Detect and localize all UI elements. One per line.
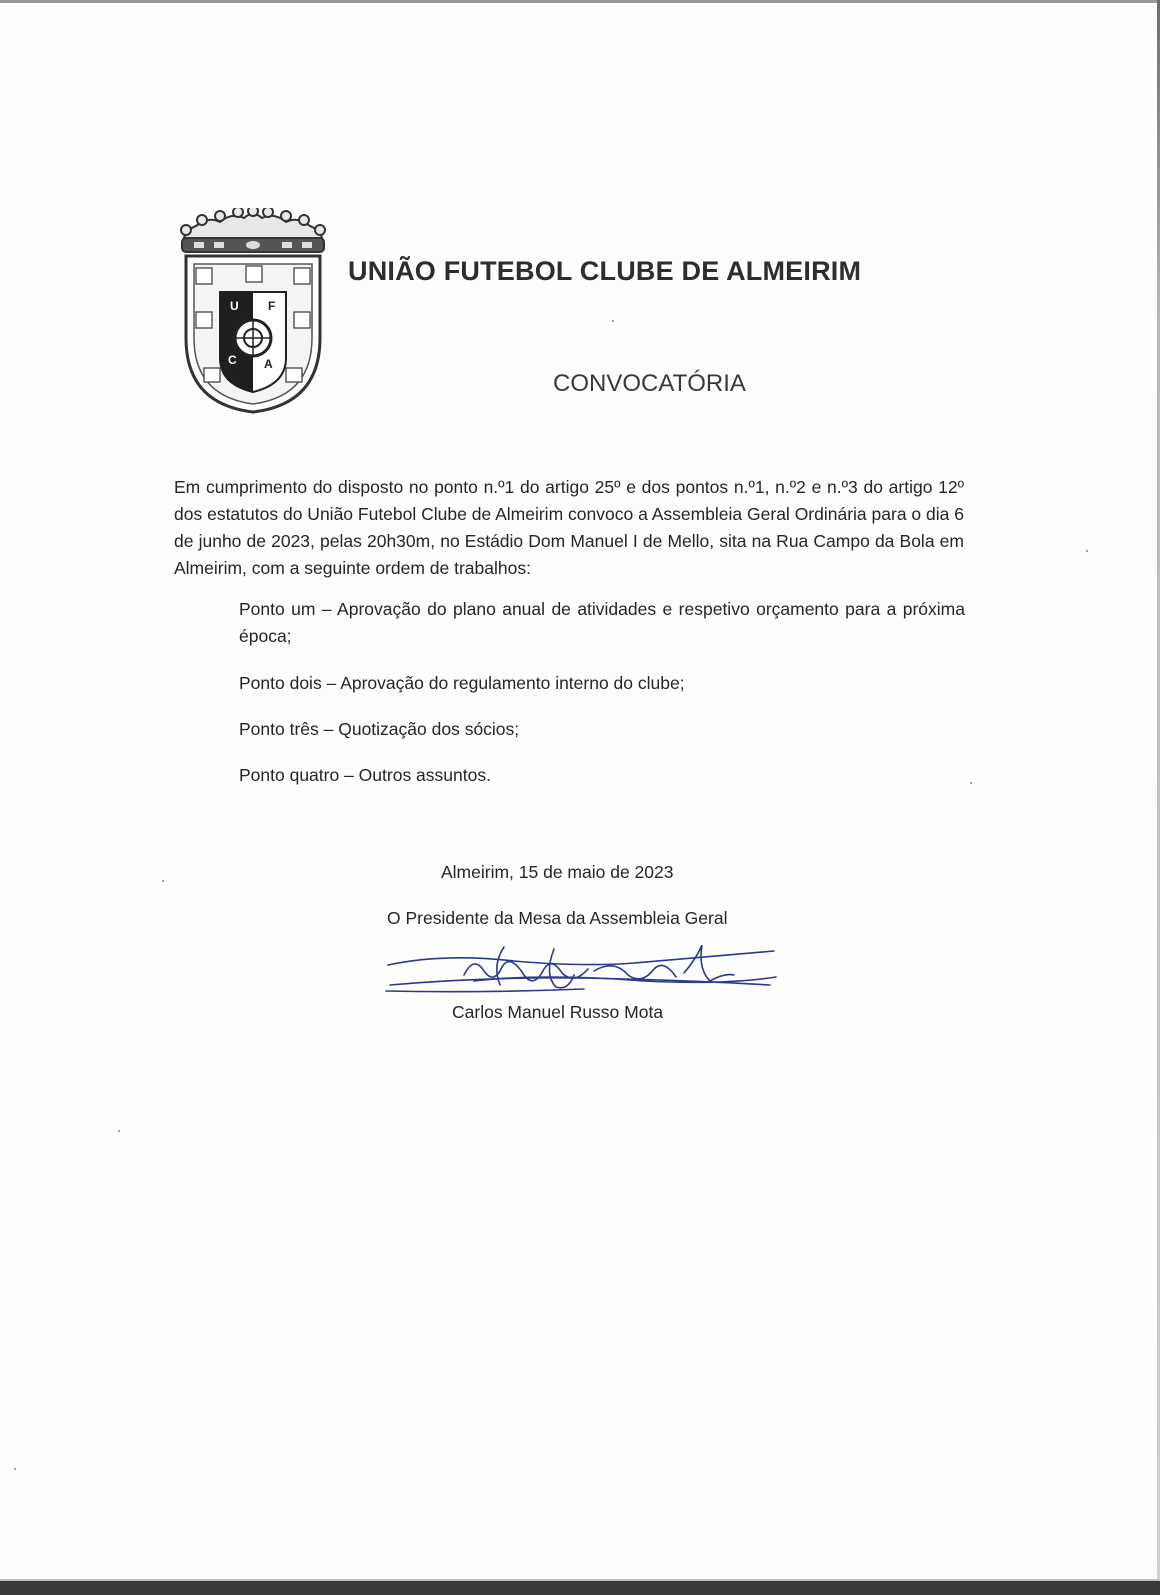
signatory-name: Carlos Manuel Russo Mota [452,1002,664,1022]
place-and-date: Almeirim, 15 de maio de 2023 [441,862,674,882]
agenda-item-3: Ponto três – Quotização dos sócios; [239,719,520,739]
crest-letter-f: F [268,299,276,313]
intro-paragraph: Em cumprimento do disposto no ponto n.º1 do artigo 25º e dos pontos n.º1, n.º2 e n.º3 do artigo 12º dos estatutos do União Futebol Clube de Almeirim convoco a Assembleia Geral Ordinária para o dia 6 de junho de 2023, pelas 20h30m, no Estádio Dom Manuel I de Mello, sita na Rua Campo da Bola em Almeirim, com a seguinte ordem de trabalhos: [174,477,964,578]
crown-icon [181,208,325,252]
scan-speck [14,1468,16,1470]
crest-letter-u: U [230,299,239,313]
scan-speck [970,782,972,784]
scan-speck [162,880,164,882]
scan-speck [1086,550,1088,552]
agenda-item-1: Ponto um – Aprovação do plano anual de atividades e respetivo orçamento para a próxima época; [239,599,965,646]
crest-letter-c: C [228,353,237,367]
agenda-item-4: Ponto quatro – Outros assuntos. [239,765,491,785]
club-crest-logo [174,208,332,418]
club-name-heading: UNIÃO FUTEBOL CLUBE DE ALMEIRIM [348,256,862,286]
signatory-role: O Presidente da Mesa da Assembleia Geral [387,908,728,928]
scan-edge-bottom [0,1581,1160,1595]
agenda-item-2: Ponto dois – Aprovação do regulamento interno do clube; [239,673,685,693]
scan-speck [118,1130,120,1132]
document-title: CONVOCATÓRIA [553,370,746,397]
crest-letter-a: A [264,357,273,371]
scan-speck [612,320,614,322]
scan-edge-top [0,0,1160,3]
